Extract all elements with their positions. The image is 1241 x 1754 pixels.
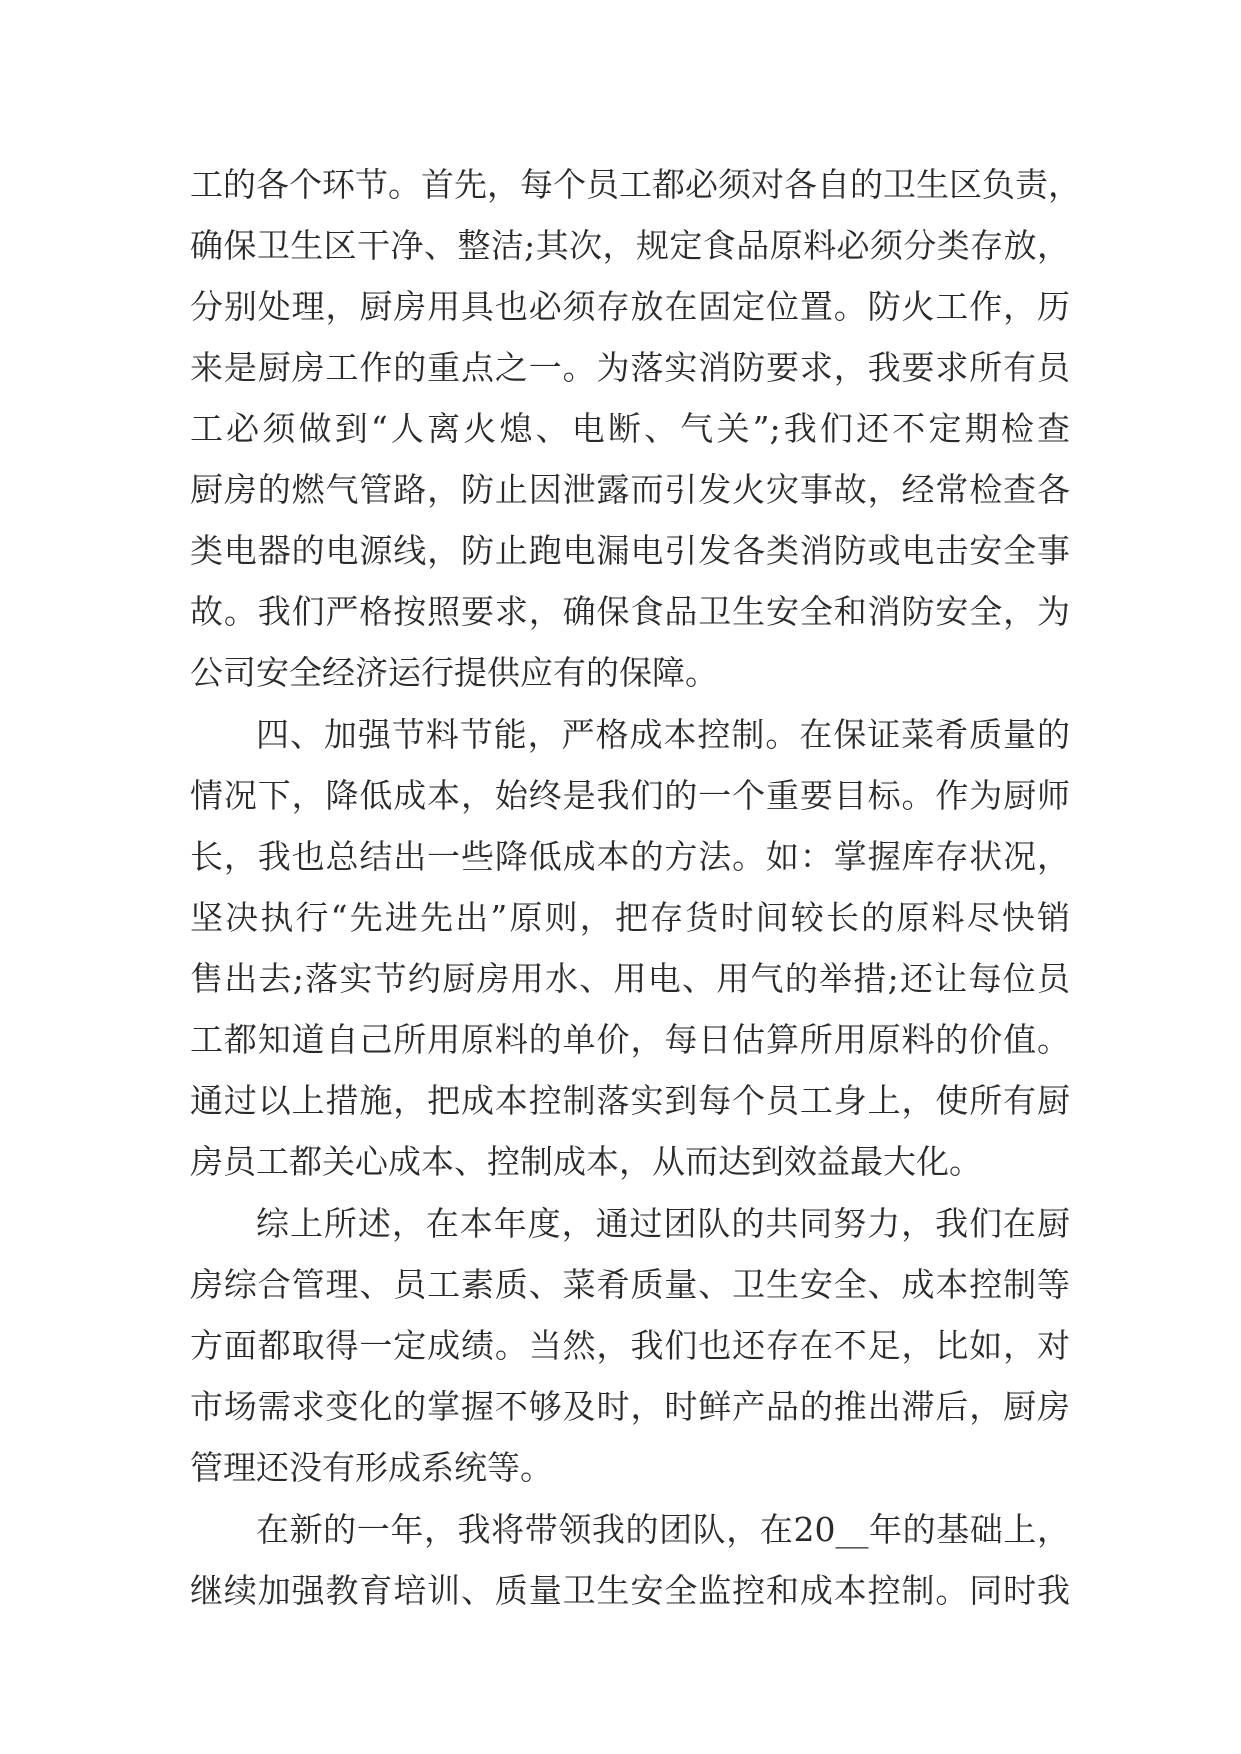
text-line: 厨房的燃气管路，防止因泄露而引发火灾事故，经常检查各 [190,470,1070,509]
text-line: 在新的一年，我将带领我的团队，在20__年的基础上， [256,1510,1070,1549]
text-line: 来是厨房工作的重点之一。为落实消防要求，我要求所有员 [190,348,1070,387]
text-line: 分别处理，厨房用具也必须存放在固定位置。防火工作，历 [190,287,1070,326]
text-line: 工的各个环节。首先，每个员工都必须对各自的卫生区负责， [190,165,1081,204]
text-line: 房员工都关心成本、控制成本，从而达到效益最大化。 [190,1142,982,1181]
text-line: 继续加强教育培训、质量卫生安全监控和成本控制。同时我 [190,1571,1070,1610]
text-line: 房综合管理、员工素质、菜肴质量、卫生安全、成本控制等 [190,1265,1070,1304]
text-line: 管理还没有形成系统等。 [190,1448,553,1487]
text-line: 工都知道自己所用原料的单价，每日估算所用原料的价值。 [190,1020,1070,1059]
text-line: 类电器的电源线，防止跑电漏电引发各类消防或电击安全事 [190,531,1070,570]
text-line: 通过以上措施，把成本控制落实到每个员工身上，使所有厨 [190,1081,1070,1120]
text-line: 长，我也总结出一些降低成本的方法。如：掌握库存状况， [190,837,1070,876]
text-line: 工必须做到“人离火熄、电断、气关”;我们还不定期检查 [190,409,1070,448]
text-line: 售出去;落实节约厨房用水、用电、用气的举措;还让每位员 [190,959,1070,998]
text-line: 故。我们严格按照要求，确保食品卫生安全和消防安全，为 [190,592,1070,631]
text-line: 确保卫生区干净、整洁;其次，规定食品原料必须分类存放， [190,226,1070,265]
text-line: 综上所述，在本年度，通过团队的共同努力，我们在厨 [256,1204,1070,1243]
text-line: 公司安全经济运行提供应有的保障。 [190,653,718,692]
text-line: 市场需求变化的掌握不够及时，时鲜产品的推出滞后，厨房 [190,1387,1070,1426]
text-line: 坚决执行“先进先出”原则，把存货时间较长的原料尽快销 [190,898,1070,937]
text-line: 情况下，降低成本，始终是我们的一个重要目标。作为厨师 [190,776,1070,815]
text-line: 方面都取得一定成绩。当然，我们也还存在不足，比如，对 [190,1326,1070,1365]
text-line: 四、加强节料节能，严格成本控制。在保证菜肴质量的 [256,715,1070,754]
